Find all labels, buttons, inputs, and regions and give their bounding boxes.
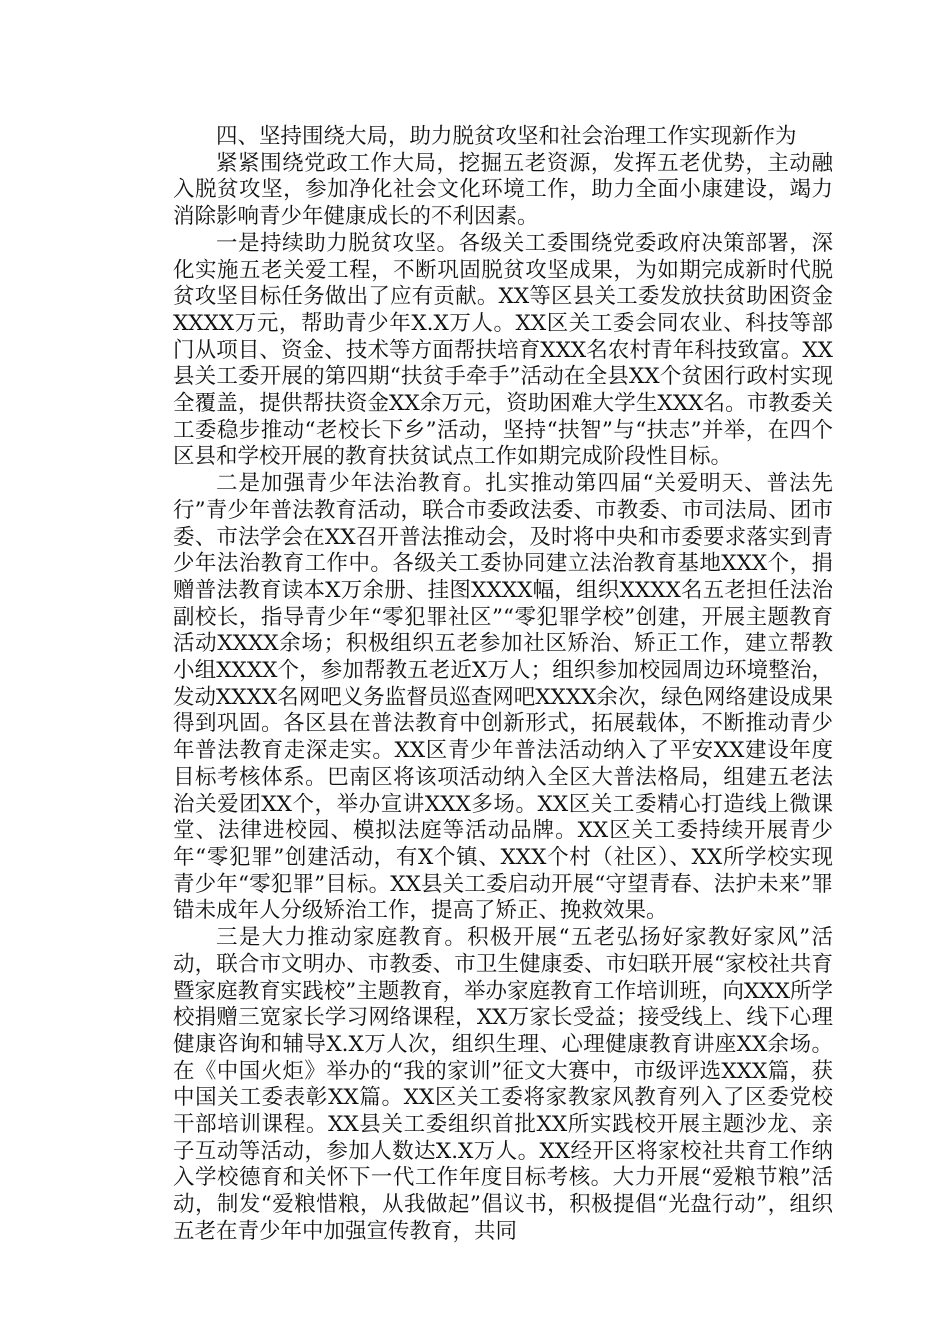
document-body bbox=[173, 124, 833, 1246]
paragraph-poverty-alleviation: 一是持续助力脱贫攻坚。各级关工委围绕党委政府决策部署，深化实施五老关爱工程，不断巩固脱贫攻坚成果，为如期完成新时代脱贫攻坚目标任务做出了应有贡献。XX等区县关工委发放扶贫助困资金XXXX万元，帮助青少年X.X万人。XX区关工委会同农业、科技等部门从项目、资金、技术等方面帮扶培育XXX名农村青年科技致富。XX县关工委开展的第四期“扶贫手牵手”活动在全县XX个贫困行政村实现全覆盖，提供帮扶资金XX余万元，资助困难大学生XXX名。市教委关工委稳步推动“老校长下乡”活动，坚持“扶智”与“扶志”并举，在四个区县和学校开展的教育扶贫试点工作如期完成阶段性目标。 bbox=[173, 230, 833, 470]
paragraph-intro: 紧紧围绕党政工作大局，挖掘五老资源，发挥五老优势，主动融入脱贫攻坚，参加净化社会文化环境工作，助力全面小康建设，竭力消除影响青少年健康成长的不利因素。 bbox=[173, 150, 833, 230]
paragraph-family-education: 三是大力推动家庭教育。积极开展“五老弘扬好家教好家风”活动，联合市文明办、市教委、市卫生健康委、市妇联开展“家校社共育暨家庭教育实践校”主题教育，举办家庭教育工作培训班，向XXX所学校捐赠三宽家长学习网络课程，XX万家长受益；接受线上、线下心理健康咨询和辅导X.X万人次，组织生理、心理健康教育讲座XX余场。在《中国火炬》举办的“我的家训”征文大赛中，市级评选XXX篇，获中国关工委表彰XX篇。XX区关工委将家教家风教育列入了区委党校干部培训课程。XX县关工委组织首批XX所实践校开展主题沙龙、亲子互动等活动，参加人数达X.X万人。XX经开区将家校社共育工作纳入学校德育和关怀下一代工作年度目标考核。大力开展“爱粮节粮”活动，制发“爱粮惜粮，从我做起”倡议书，积极提倡“光盘行动”，组织五老在青少年中加强宣传教育，共同 bbox=[173, 925, 833, 1244]
section-heading: 四、坚持围绕大局，助力脱贫攻坚和社会治理工作实现新作为 bbox=[216, 124, 797, 149]
paragraph-legal-education: 二是加强青少年法治教育。扎实推动第四届“关爱明天、普法先行”青少年普法教育活动，联合市委政法委、市教委、市司法局、团市委、市法学会在XX召开普法推动会，及时将中央和市委要求落实到青少年法治教育工作中。各级关工委协同建立法治教育基地XXX个，捐赠普法教育读本X万余册、挂图XXXX幅，组织XXXX名五老担任法治副校长，指导青少年“零犯罪社区”“零犯罪学校”创建，开展主题教育活动XXXX余场；积极组织五老参加社区矫治、矫正工作，建立帮教小组XXXX个，参加帮教五老近X万人；组织参加校园周边环境整治，发动XXXX名网吧义务监督员巡查网吧XXXX余次，绿色网络建设成果得到巩固。各区县在普法教育中创新形式，拓展载体，不断推动青少年普法教育走深走实。XX区青少年普法活动纳入了平安XX建设年度目标考核体系。巴南区将该项活动纳入全区大普法格局，组建五老法治关爱团XX个，举办宣讲XXX多场。XX区关工委精心打造线上微课堂、法律进校园、模拟法庭等活动品牌。XX区关工委持续开展青少年“零犯罪”创建活动，有X个镇、XXX个村（社区）、XX所学校实现青少年“零犯罪”目标。XX县关工委启动开展“守望青春、法护未来”罪错未成年人分级矫治工作，提高了矫正、挽救效果。 bbox=[173, 471, 833, 924]
